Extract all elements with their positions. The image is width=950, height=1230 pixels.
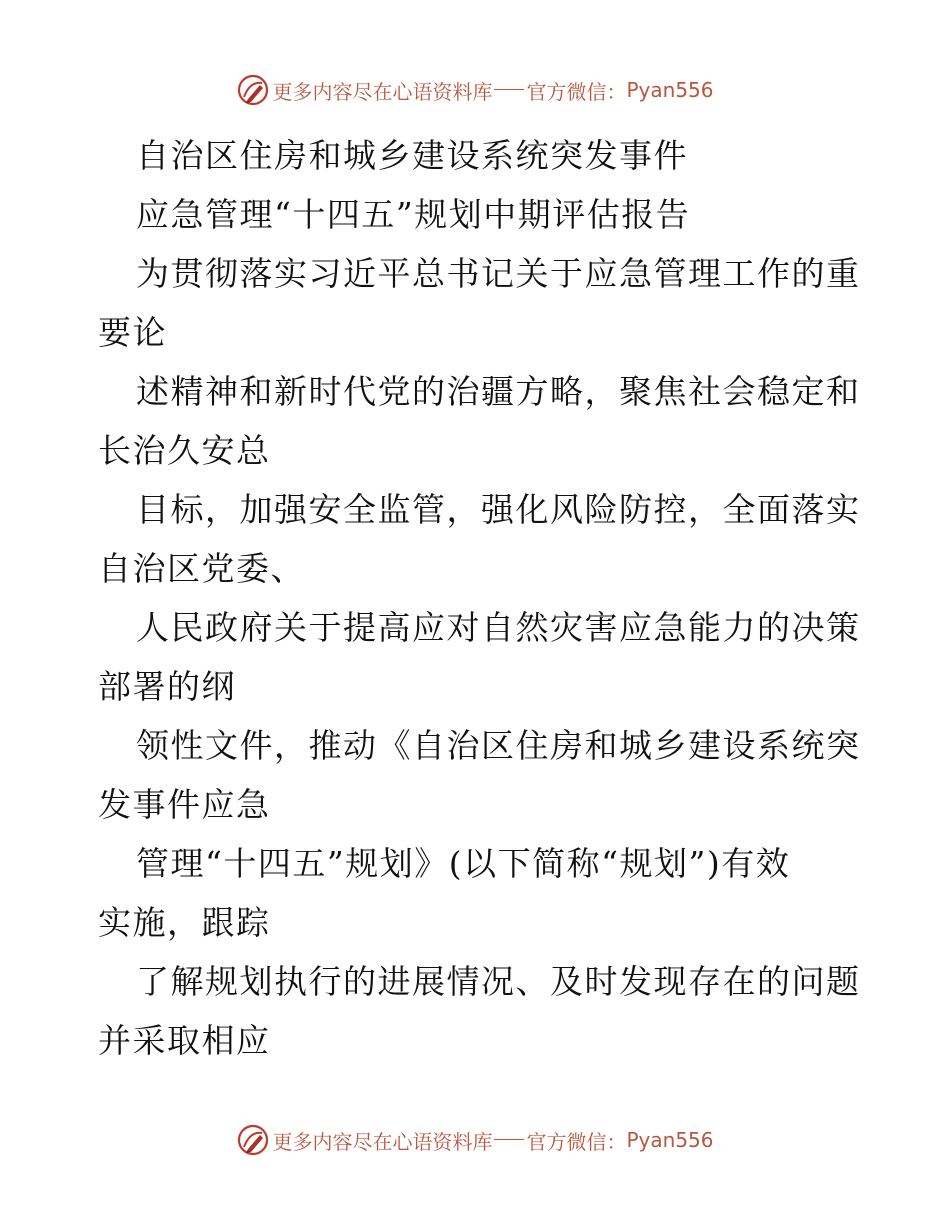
paragraph-line: 长治久安总 [98, 431, 271, 470]
banner-dash [494, 1139, 524, 1140]
banner-label: 官方微信： [526, 79, 627, 104]
footer-banner [0, 1120, 950, 1160]
banner-label: 官方微信： [526, 1129, 627, 1154]
paragraph-line: 了解规划执行的进展情况、及时发现存在的问题 [136, 962, 861, 1001]
paragraph-line: 为贯彻落实习近平总书记关于应急管理工作的重 [136, 254, 861, 293]
paragraph-line: 述精神和新时代党的治疆方略，聚焦社会稳定和 [136, 372, 861, 411]
paragraph-line: 发事件应急 [98, 785, 271, 824]
banner-title: 更多内容尽在心语资料库 [272, 79, 493, 104]
header-banner [0, 70, 950, 110]
paragraph-line: 要论 [98, 313, 167, 352]
banner-title: 更多内容尽在心语资料库 [272, 1129, 493, 1154]
paragraph-line: 部署的纲 [98, 667, 236, 706]
paragraph-line: 目标，加强安全监管，强化风险防控，全面落实 [136, 490, 861, 529]
pen-circle-icon [236, 73, 270, 107]
wechat-id: Pyan556 [626, 1128, 714, 1152]
paragraph-line: 并采取相应 [98, 1021, 271, 1060]
document-body [98, 126, 861, 1070]
paragraph-line: 人民政府关于提高应对自然灾害应急能力的决策 [136, 608, 861, 647]
title-line-2: 应急管理“十四五”规划中期评估报告 [136, 195, 691, 234]
banner-dash [494, 89, 524, 90]
title-line-1: 自治区住房和城乡建设系统突发事件 [136, 136, 688, 175]
paragraph-line: 管理“十四五”规划》(以下简称“规划”)有效 [136, 844, 791, 883]
paragraph-line: 实施，跟踪 [98, 903, 271, 942]
wechat-id: Pyan556 [626, 78, 714, 102]
paragraph-line: 领性文件，推动《自治区住房和城乡建设系统突 [136, 726, 861, 765]
pen-circle-icon [236, 1123, 270, 1157]
paragraph-line: 自治区党委、 [98, 549, 305, 588]
